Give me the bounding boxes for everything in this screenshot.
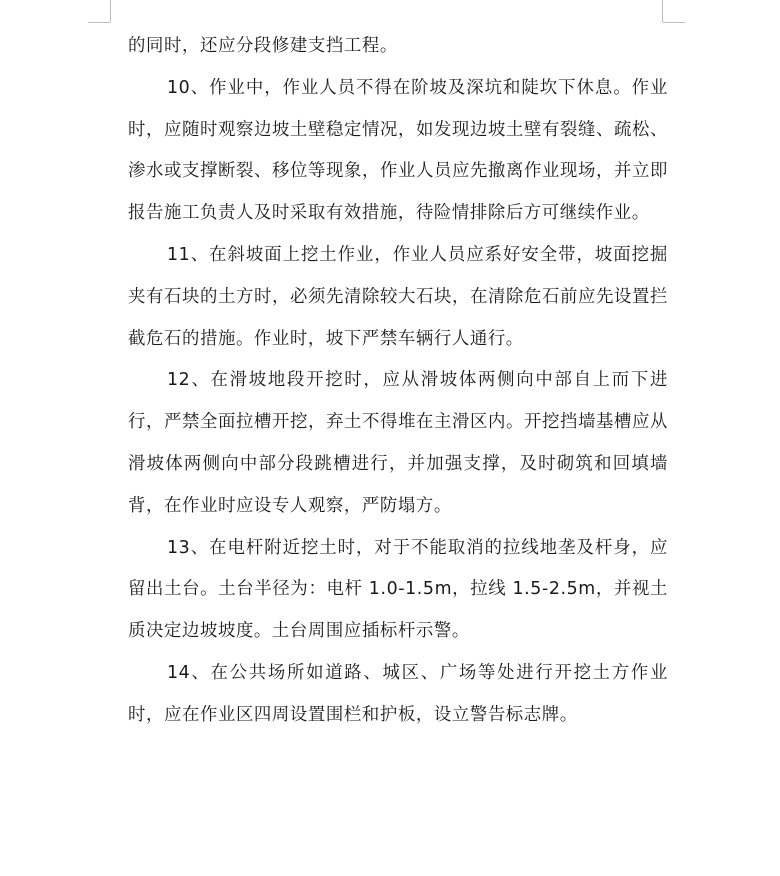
page-corner-mark-top-right: [662, 0, 663, 22]
paragraph-item-12: 12、在滑坡地段开挖时，应从滑坡体两侧向中部自上而下进行，严禁全面拉槽开挖，弃土不得堆在主滑区内。开挖挡墙基槽应从滑坡体两侧向中部分段跳槽进行，并加强支撑，及时砌筑和回填墙背，在作业时应设专人观察，严防塌方。: [128, 370, 668, 516]
page-corner-mark-top-left: [110, 0, 111, 22]
page-corner-mark-top-left: [88, 22, 110, 23]
paragraph-item-10: 10、作业中，作业人员不得在阶坡及深坑和陡坎下休息。作业时，应随时观察边坡土壁稳定情况，如发现边坡土壁有裂缝、疏松、渗水或支撑断裂、移位等现象，作业人员应先撤离作业现场，并立即报告施工负责人及时采取有效措施，待险情排除后方可继续作业。: [128, 77, 668, 224]
document-body: [128, 26, 668, 737]
paragraph-continuation: 的同时，还应分段修建支挡工程。: [128, 36, 398, 56]
paragraph-item-11: 11、在斜坡面上挖土作业，作业人员应系好安全带，坡面挖掘夹有石块的土方时，必须先清除较大石块，在清除危石前应先设置拦截危石的措施。作业时，坡下严禁车辆行人通行。: [128, 244, 668, 349]
page-corner-mark-top-right: [663, 22, 685, 23]
paragraph-item-14: 14、在公共场所如道路、城区、广场等处进行开挖土方作业时，应在作业区四周设置围栏和护板，设立警告标志牌。: [128, 662, 668, 725]
paragraph-item-13: 13、在电杆附近挖土时，对于不能取消的拉线地垄及杆身，应留出土台。土台半径为：电杆 1.0-1.5m，拉线 1.5-2.5m，并视土质决定边坡坡度。土台周围应插标杆示警。: [128, 537, 668, 642]
